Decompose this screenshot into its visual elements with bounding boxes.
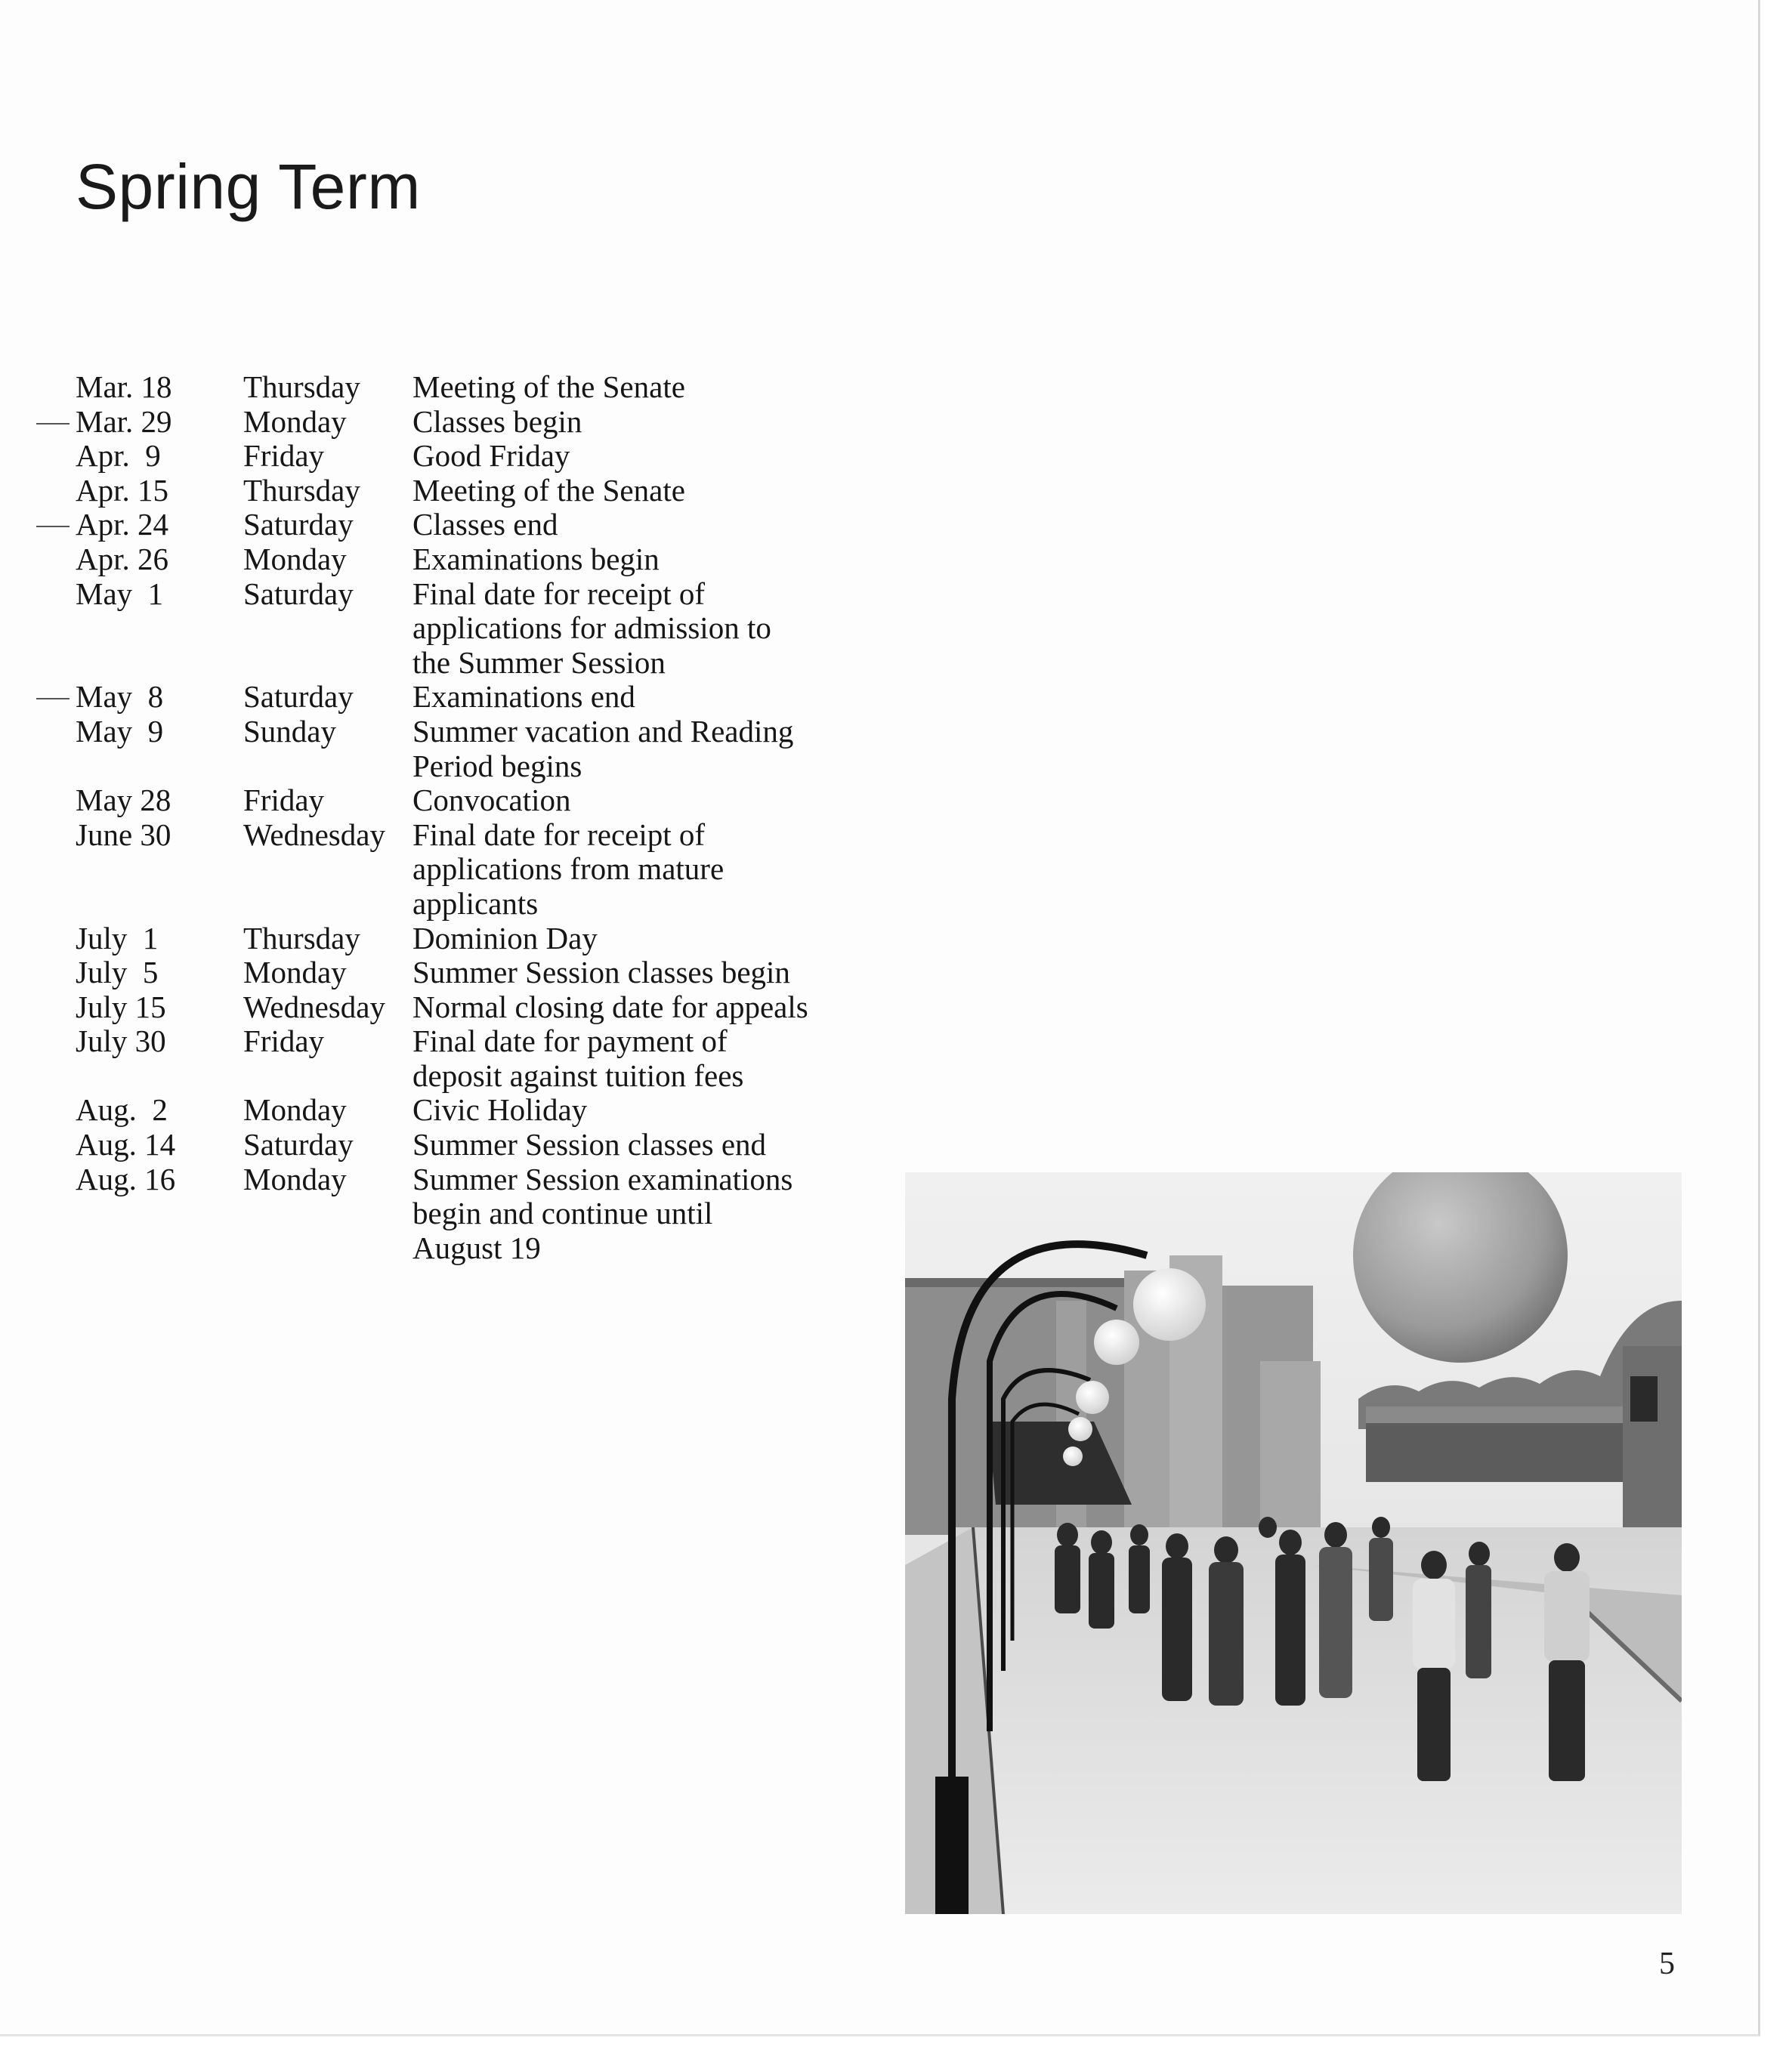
- calendar-date: May 1: [76, 576, 164, 611]
- calendar-event: [412, 922, 896, 956]
- calendar-event: [412, 474, 896, 508]
- calendar-event-line: Examinations end: [412, 679, 635, 715]
- calendar-event: [412, 680, 896, 715]
- calendar-weekday: Thursday: [243, 920, 360, 956]
- calendar-row: [76, 405, 896, 440]
- calendar-weekday: Monday: [243, 955, 347, 990]
- calendar-event-line: Meeting of the Senate: [412, 369, 685, 404]
- calendar-event: [412, 956, 896, 990]
- calendar-date: Apr. 15: [76, 472, 168, 508]
- calendar-row: [76, 1093, 896, 1128]
- calendar-date: June 30: [76, 817, 171, 852]
- calendar-weekday: Thursday: [243, 472, 360, 508]
- calendar-event-line: Meeting of the Senate: [412, 472, 685, 508]
- calendar-event: [412, 508, 896, 542]
- campus-photo: [905, 1172, 1682, 1914]
- calendar-event: [412, 542, 896, 577]
- calendar-event: [412, 577, 896, 681]
- calendar-event-line: Summer Session classes begin: [412, 955, 790, 990]
- calendar-weekday: Monday: [243, 403, 347, 439]
- calendar-row: [76, 956, 896, 990]
- calendar-event: [412, 783, 896, 818]
- calendar-row: [76, 508, 896, 542]
- calendar-row: [76, 715, 896, 783]
- calendar-event: [412, 370, 896, 405]
- calendar-date: July 1: [76, 920, 159, 956]
- calendar-weekday: Saturday: [243, 576, 354, 611]
- calendar-weekday: Friday: [243, 783, 325, 818]
- calendar-event-line: applications for admission to: [412, 610, 771, 646]
- calendar-event-line: Good Friday: [412, 438, 570, 474]
- calendar-row: [76, 474, 896, 508]
- calendar-event-line: Civic Holiday: [412, 1092, 588, 1128]
- calendar-event-line: Final date for receipt of: [412, 817, 706, 852]
- calendar-event: [412, 1093, 896, 1128]
- calendar-event: [412, 405, 896, 440]
- calendar-date: July 15: [76, 989, 166, 1024]
- calendar-event: [412, 990, 896, 1025]
- calendar-row: [76, 542, 896, 577]
- calendar-event: [412, 1128, 896, 1162]
- calendar-event-line: Examinations begin: [412, 541, 660, 576]
- calendar-date: Aug. 2: [76, 1092, 168, 1128]
- calendar-weekday: Monday: [243, 541, 347, 576]
- calendar-event-line: deposit against tuition fees: [412, 1057, 744, 1093]
- calendar-event: [412, 1162, 896, 1266]
- calendar-event-line: begin and continue until: [412, 1196, 713, 1231]
- margin-tick-mark: [36, 526, 70, 527]
- calendar-event-line: Convocation: [412, 783, 571, 818]
- calendar-event-line: the Summer Session: [412, 644, 666, 680]
- calendar-weekday: Saturday: [243, 679, 354, 715]
- calendar-event-line: Summer Session examinations: [412, 1161, 793, 1196]
- calendar-date: Apr. 24: [76, 507, 168, 542]
- calendar-event-line: Period begins: [412, 748, 582, 783]
- calendar-weekday: Monday: [243, 1161, 347, 1196]
- calendar-event: [412, 818, 896, 922]
- margin-tick-mark: [36, 698, 70, 699]
- calendar-date: May 8: [76, 679, 164, 715]
- calendar-date: July 30: [76, 1024, 166, 1059]
- calendar-date: Mar. 29: [76, 403, 172, 439]
- calendar-row: [76, 783, 896, 818]
- page-number: 5: [1659, 1947, 1675, 1981]
- calendar-weekday: Friday: [243, 1024, 325, 1059]
- calendar-event-line: Normal closing date for appeals: [412, 989, 808, 1024]
- calendar-weekday: Monday: [243, 1092, 347, 1128]
- calendar-event-line: Summer Session classes end: [412, 1127, 767, 1162]
- calendar-event-line: Classes end: [412, 507, 558, 542]
- calendar-event: [412, 1024, 896, 1093]
- calendar-event-line: Final date for payment of: [412, 1024, 728, 1059]
- calendar-date: July 5: [76, 955, 159, 990]
- calendar-event-line: Dominion Day: [412, 920, 598, 956]
- margin-tick-mark: [36, 423, 70, 425]
- calendar-row: [76, 818, 896, 922]
- calendar-date: Aug. 16: [76, 1161, 176, 1196]
- calendar-weekday: Saturday: [243, 1127, 354, 1162]
- calendar-event: [412, 439, 896, 474]
- calendar-row: [76, 922, 896, 956]
- calendar-weekday: Thursday: [243, 369, 360, 404]
- calendar-event-line: August 19: [412, 1230, 541, 1265]
- calendar-date: Aug. 14: [76, 1127, 176, 1162]
- calendar-row: [76, 680, 896, 715]
- calendar-date: May 9: [76, 713, 164, 749]
- calendar-date: Apr. 26: [76, 541, 168, 576]
- calendar-event-line: applicants: [412, 885, 539, 921]
- page-title: Spring Term: [76, 151, 421, 222]
- calendar-weekday: Friday: [243, 438, 325, 474]
- calendar-row: [76, 1162, 896, 1266]
- calendar-date: May 28: [76, 783, 171, 818]
- calendar-event: [412, 715, 896, 783]
- calendar-row: [76, 439, 896, 474]
- calendar-event-line: Summer vacation and Reading: [412, 713, 794, 749]
- calendar-row: [76, 370, 896, 405]
- calendar-event-line: applications from mature: [412, 851, 725, 887]
- term-calendar-table: [76, 370, 896, 1265]
- calendar-row: [76, 577, 896, 681]
- calendar-weekday: Wednesday: [243, 817, 385, 852]
- calendar-row: [76, 1128, 896, 1162]
- calendar-date: Apr. 9: [76, 438, 161, 474]
- calendar-weekday: Sunday: [243, 713, 336, 749]
- calendar-row: [76, 990, 896, 1025]
- calendar-date: Mar. 18: [76, 369, 172, 404]
- calendar-event-line: Final date for receipt of: [412, 576, 706, 611]
- calendar-weekday: Wednesday: [243, 989, 385, 1024]
- calendar-row: [76, 1024, 896, 1093]
- calendar-weekday: Saturday: [243, 507, 354, 542]
- calendar-event-line: Classes begin: [412, 403, 582, 439]
